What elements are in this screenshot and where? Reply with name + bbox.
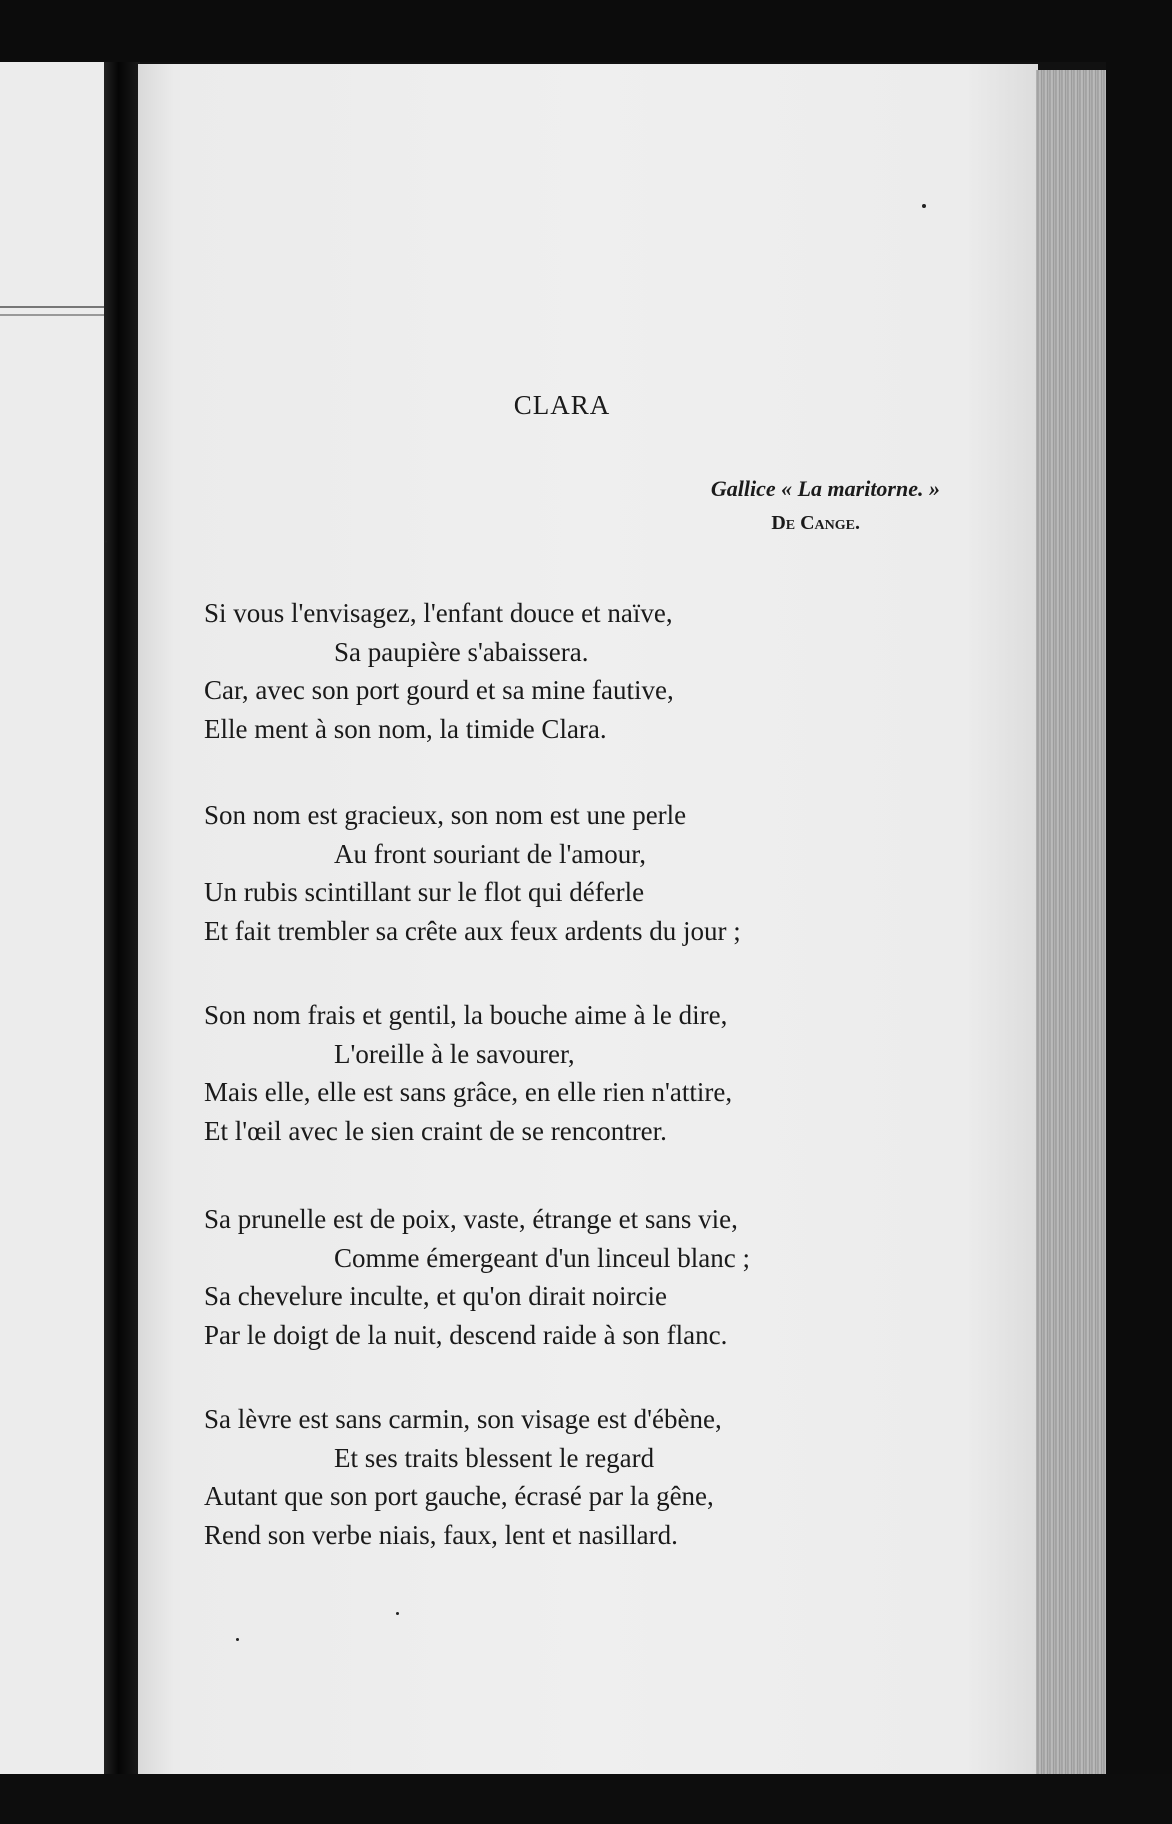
verse-line: Sa lèvre est sans carmin, son visage est d'ébène, (204, 1404, 722, 1434)
page-edge-strip (1036, 70, 1108, 1776)
verse-line: Par le doigt de la nuit, descend raide à son flanc. (204, 1319, 728, 1350)
verse-line: Son nom frais et gentil, la bouche aime à le dire, (204, 1000, 728, 1030)
speck (922, 204, 926, 208)
scan-border-bottom (0, 1774, 1172, 1824)
book-gutter (104, 62, 140, 1774)
epigraph-quote: Gallice « La maritorne. » (710, 476, 940, 501)
verse-line: Mais elle, elle est sans grâce, en elle rien n'attire, (204, 1077, 733, 1107)
verse-line: L'oreille à le savourer, (334, 1038, 575, 1069)
verse-line: Et ses traits blessent le regard (334, 1442, 655, 1473)
verse-line: Et fait trembler sa crête aux feux ardents du jour ; (204, 915, 741, 946)
stanza (204, 1200, 964, 1354)
scan-border-right (1106, 62, 1172, 1824)
epigraph (580, 472, 940, 540)
verse-line: Rend son verbe niais, faux, lent et nasillard. (204, 1519, 678, 1550)
verse-line: Son nom est gracieux, son nom est une perle (204, 800, 687, 830)
speck (236, 1638, 239, 1641)
verse-line: Et l'œil avec le sien craint de se rencontrer. (204, 1115, 667, 1146)
verse-line: Un rubis scintillant sur le flot qui déferle (204, 877, 645, 907)
speck (104, 540, 107, 543)
epigraph-source: De Cange. (771, 512, 860, 534)
poem-title: CLARA (513, 390, 611, 420)
stanza (204, 1400, 964, 1554)
facing-page-rule (0, 306, 118, 316)
verse-line: Autant que son port gauche, écrasé par la gêne, (204, 1481, 714, 1511)
verse-line: Sa prunelle est de poix, vaste, étrange et sans vie, (204, 1204, 738, 1234)
verse-line: Sa chevelure inculte, et qu'on dirait noircie (204, 1281, 667, 1311)
verse-line: Au front souriant de l'amour, (334, 838, 646, 869)
speck (396, 1612, 399, 1615)
scan-border-top (0, 0, 1172, 62)
stanza (204, 594, 964, 748)
verse-line: Comme émergeant d'un linceul blanc ; (334, 1242, 750, 1273)
verse-line: Elle ment à son nom, la timide Clara. (204, 713, 607, 744)
verse-line: Car, avec son port gourd et sa mine fautive, (204, 675, 674, 705)
verse-line: Sa paupière s'abaissera. (334, 636, 589, 667)
verse-line: Si vous l'envisagez, l'enfant douce et naïve, (204, 598, 673, 628)
stanza (204, 796, 964, 950)
stanza (204, 996, 964, 1150)
